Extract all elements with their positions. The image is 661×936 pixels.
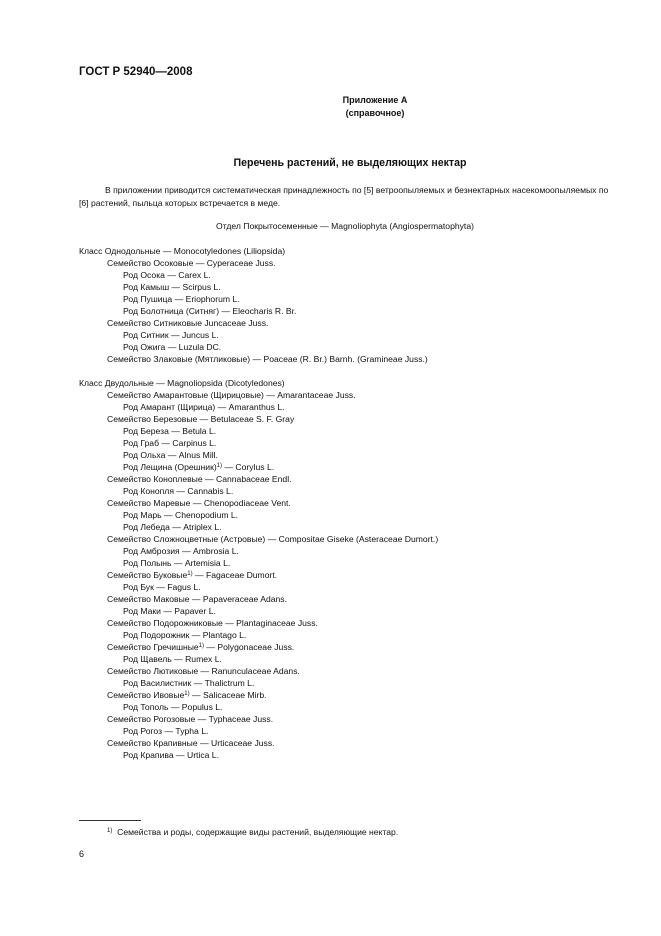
- footnote-ref: 1): [198, 643, 205, 649]
- genus-entry: Род Лебеда — Atriplex L.: [123, 522, 222, 532]
- family-entry: Семейство Коноплевые — Cannabaceae Endl.: [107, 474, 292, 484]
- genus-entry: Род Рогоз — Typha L.: [123, 726, 209, 736]
- genus-entry: Род Ольха — Alnus Mill.: [123, 450, 218, 460]
- genus-entry: Род Болотница (Ситняг) — Eleocharis R. Br.: [123, 306, 297, 316]
- family-entry: Семейство Ситниковые Juncaceae Juss.: [107, 318, 269, 328]
- genus-entry: Род Пушица — Eriophorum L.: [123, 294, 240, 304]
- genus-entry: Род Осока — Carex L.: [123, 270, 211, 280]
- family-entry: Семейство Маковые — Papaveraceae Adans.: [107, 594, 287, 604]
- genus-entry: Род Ожига — Luzula DC.: [123, 342, 222, 352]
- genus-entry: Род Конопля — Cannabis L.: [123, 486, 234, 496]
- footnote: [107, 827, 398, 837]
- family-entry: Семейство Осоковые — Cyperaceae Juss.: [107, 258, 276, 268]
- family-entry: Семейство Крапивные — Urticaceae Juss.: [107, 738, 275, 748]
- genus-entry: Род Береза — Betula L.: [123, 426, 217, 436]
- intro-paragraph: В приложении приводится систематическая принадлежность по [5] ветроопыляемых и безнектарных насекомоопыляемых по [6] растений, пыльца которых встречается в меде.: [79, 185, 609, 208]
- genus-entry: Род Амарант (Щирица) — Amaranthus L.: [123, 402, 285, 412]
- footnote-text: Семейства и роды, содержащие виды растений, выделяющие нектар.: [117, 827, 399, 837]
- family-entry: Семейство Рогозовые — Typhaceae Juss.: [107, 714, 274, 724]
- family-entry: Семейство Лютиковые — Ranunculaceae Adans.: [107, 666, 300, 676]
- family-entry: Семейство Амарантовые (Щирицовые) — Amarantaceae Juss.: [107, 390, 356, 400]
- standard-number: ГОСТ Р 52940—2008: [79, 66, 193, 78]
- footnote-ref: 1): [184, 691, 190, 697]
- family-entry: Семейство Злаковые (Мятликовые) — Poaceae (R. Br.) Barnh. (Gramineae Juss.): [107, 354, 428, 364]
- genus-entry: Род Бук — Fagus L.: [123, 582, 201, 592]
- genus-entry: Род Лещина (Орешник)$^{1)}$ — Corylus L.: [123, 462, 275, 472]
- genus-entry: Род Марь — Chenopodium L.: [123, 510, 239, 520]
- genus-entry: Род Полынь — Artemisia L.: [123, 558, 231, 568]
- appendix-label: Приложение А: [342, 95, 408, 105]
- genus-entry: Род Амброзия — Ambrosia L.: [123, 546, 239, 556]
- family-entry: Семейство Ивовые$^{1)}$ — Salicaceae Mirb.: [107, 690, 267, 700]
- class-entry: Класс Двудольные — Magnoliopsida (Dicotyledones): [79, 378, 285, 388]
- page-title: Перечень растений, не выделяющих нектар: [233, 157, 467, 169]
- genus-entry: Род Щавель — Rumex L.: [123, 654, 222, 664]
- family-entry: Семейство Березовые — Betulaceae S. F. Gray: [107, 414, 295, 424]
- division-heading: Отдел Покрытосеменные — Magnoliophyta (Angiospermatophyta): [216, 221, 474, 231]
- family-entry: Семейство Сложноцветные (Астровые) — Compositae Giseke (Asteraceae Dumort.): [107, 534, 439, 544]
- page-number: 6: [79, 849, 85, 859]
- genus-entry: Род Маки — Papaver L.: [123, 606, 216, 616]
- genus-entry: Род Ситник — Juncus L.: [123, 330, 219, 340]
- family-entry: Семейство Маревые — Chenopodiaceae Vent.: [107, 498, 291, 508]
- footnote-ref: 1): [187, 571, 193, 577]
- genus-entry: Род Тополь — Populus L.: [123, 702, 223, 712]
- family-entry: Семейство Буковые$^{1)}$ — Fagaceae Dumort.: [107, 570, 278, 580]
- genus-entry: Род Граб — Carpinus L.: [123, 438, 217, 448]
- family-entry: Семейство Гречишные$^{1)}$ — Polygonaceae Juss.: [107, 642, 295, 652]
- footnote-divider: [79, 820, 141, 821]
- appendix-status: (справочное): [345, 108, 405, 118]
- class-entry: Класс Однодольные — Monocotyledones (Liliopsida): [79, 246, 286, 256]
- genus-entry: Род Василистник — Thalictrum L.: [123, 678, 255, 688]
- footnote-marker: 1): [107, 828, 113, 834]
- genus-entry: Род Камыш — Scirpus L.: [123, 282, 221, 292]
- family-entry: Семейство Подорожниковые — Plantaginaceae Juss.: [107, 618, 318, 628]
- genus-entry: Род Подорожник — Plantago L.: [123, 630, 247, 640]
- genus-entry: Род Крапива — Urtica L.: [123, 750, 219, 760]
- footnote-ref: 1): [216, 463, 223, 469]
